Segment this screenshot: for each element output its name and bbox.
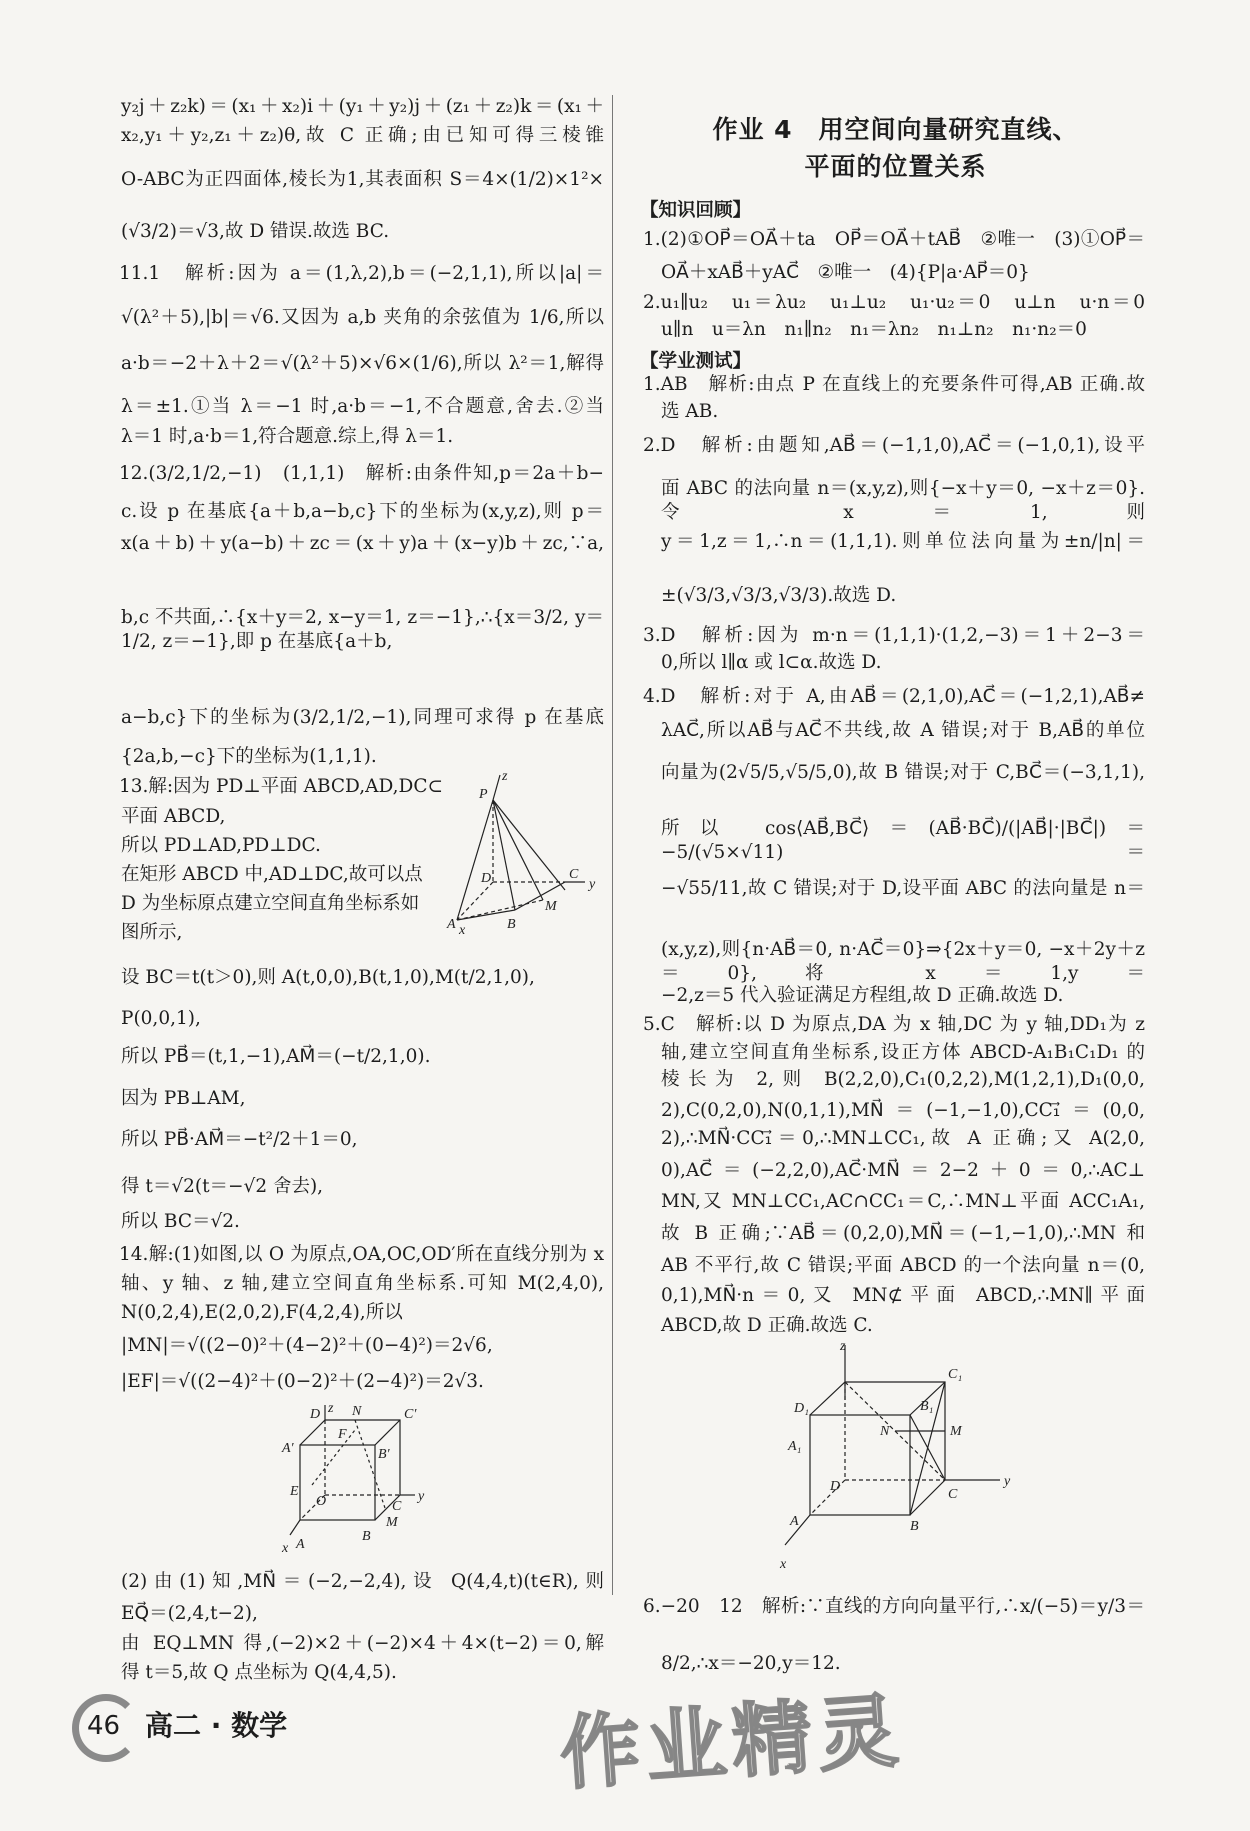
left-text-line: 得 t＝√2(t＝−√2 舍去), [121, 1176, 324, 1197]
left-text-line: x(a＋b)＋y(a−b)＋zc＝(x＋y)a＋(x−y)b＋zc,∵a, [121, 533, 604, 554]
right-text-line: ±(√3/3,√3/3,√3/3).故选 D. [661, 585, 897, 606]
section-heading-test: 【学业测试】 [640, 351, 752, 372]
left-text-line: N(0,2,4),E(2,0,2),F(4,2,4),所以 [121, 1302, 403, 1323]
left-text-line: 12.(3/2,1/2,−1) (1,1,1) 解析:由条件知,p＝2a＋b− [119, 463, 604, 484]
cube-figure-1 [270, 1400, 450, 1560]
left-text-line: c.设 p 在基底{a＋b,a−b,c}下的坐标为(x,y,z),则 p＝ [121, 501, 604, 522]
figure-label: C [569, 867, 579, 882]
right-text-line: −2,z＝5 代入验证满足方程组,故 D 正确.故选 D. [661, 985, 1064, 1006]
figure-label: y [1004, 1474, 1011, 1489]
left-text-line: a·b＝−2＋λ＋2＝√(λ²＋5)×√6×(1/6),所以 λ²＝1,解得 [121, 353, 604, 374]
left-text-line: P(0,0,1), [121, 1008, 201, 1029]
right-text-line: 0,1),MN⃗·n＝0,又 MN⊄平面 ABCD,∴MN∥平面 [661, 1285, 1145, 1306]
right-text-line: 选 AB. [661, 401, 719, 422]
right-text-line: 2.u₁∥u₂ u₁＝λu₂ u₁⊥u₂ u₁·u₂＝0 u⊥n u·n＝0 [643, 292, 1145, 313]
left-text-line: 因为 PB⊥AM, [121, 1088, 246, 1109]
figure-label: P [479, 787, 488, 802]
figure-label: N [352, 1404, 362, 1419]
figure-label: z [502, 769, 508, 784]
right-text-line: y＝1,z＝1,∴n＝(1,1,1).则单位法向量为±n/|n|＝ [661, 531, 1145, 552]
right-text-line: 所以 cos⟨AB⃗,BC⃗⟩＝(AB⃗·BC⃗)/(|AB⃗|·|BC⃗|)＝−5/(√5×√11)＝ [661, 818, 1145, 863]
left-text-line: {2a,b,−c}下的坐标为(1,1,1). [121, 746, 377, 767]
left-text-line: 所以 BC＝√2. [121, 1211, 240, 1232]
left-text-line: 所以 PD⊥AD,PD⊥DC. [121, 835, 321, 856]
right-text-line: 3.D 解析:因为 m·n＝(1,1,1)·(1,2,−3)＝1＋2−3＝ [643, 625, 1145, 646]
right-text-line: AB 不平行,故 C 错误;平面 ABCD 的一个法向量 n＝(0, [661, 1255, 1145, 1276]
right-text-line: 2),∴MN⃗·CC₁⃗＝0,∴MN⊥CC₁,故 A 正确;又 A(2,0, [661, 1128, 1145, 1149]
right-text-line: 面 ABC 的法向量 n＝(x,y,z),则{−x＋y＝0, −x＋z＝0}.令 x＝1,则 [661, 478, 1145, 523]
left-text-line: 11.1 解析:因为 a＝(1,λ,2),b＝(−2,1,1),所以|a|＝ [119, 263, 604, 284]
figure-label: D [481, 871, 492, 886]
figure-label: x [282, 1541, 289, 1556]
left-text-line: b,c 不共面,∴{x＋y＝2, x−y＝1, z＝−1},∴{x＝3/2, y＝1/2, z＝−1},即 p 在基底{a＋b, [121, 607, 604, 652]
figure-label: B [910, 1519, 919, 1534]
right-text-line: −√55/11,故 C 错误;对于 D,设平面 ABC 的法向量是 n＝ [661, 878, 1145, 899]
left-text-line: x₂,y₁＋y₂,z₁＋z₂)θ,故 C 正确;由已知可得三棱锥 [121, 125, 604, 146]
right-text-line: λAC⃗,所以AB⃗与AC⃗不共线,故 A 错误;对于 B,AB⃗的单位 [661, 720, 1145, 741]
left-text-line: EQ⃗＝(2,4,t−2), [121, 1603, 258, 1624]
right-text-line: MN,又 MN⊥CC₁,AC∩CC₁＝C,∴MN⊥平面 ACC₁A₁, [661, 1191, 1145, 1212]
figure-label: E [290, 1484, 299, 1499]
right-text-line: 1.(2)①OP⃗＝OA⃗＋ta OP⃗＝OA⃗＋tAB⃗ ②唯一 (3)①OP⃗＝ [643, 229, 1145, 250]
left-text-line: 14.解:(1)如图,以 O 为原点,OA,OC,OD′所在直线分别为 x [119, 1244, 604, 1265]
cube-figure-2 [760, 1340, 1010, 1585]
right-text-line: 向量为(2√5/5,√5/5,0),故 B 错误;对于 C,BC⃗＝(−3,1,1), [661, 762, 1145, 783]
left-text-line: √(λ²＋5),|b|＝√6.又因为 a,b 夹角的余弦值为 1/6,所以 [121, 307, 604, 328]
right-text-line: 1.AB 解析:由点 P 在直线上的充要条件可得,AB 正确.故 [643, 374, 1145, 395]
page-number-badge [72, 1694, 140, 1762]
figure-label: C₁ [948, 1367, 963, 1382]
figure-label: D [310, 1407, 321, 1422]
left-text-line: 轴、y 轴、z 轴,建立空间直角坐标系.可知 M(2,4,0), [121, 1273, 604, 1294]
right-text-line: 故 B 正确;∵AB⃗＝(0,2,0),MN⃗＝(−1,−1,0),∴MN 和 [661, 1223, 1145, 1244]
left-text-line: (2)由(1)知,MN⃗＝(−2,−2,4),设 Q(4,4,t)(t∈R),则 [121, 1571, 604, 1592]
left-text-line: y₂j＋z₂k)＝(x₁＋x₂)i＋(y₁＋y₂)j＋(z₁＋z₂)k＝(x₁＋ [121, 96, 604, 117]
figure-label: D₁ [794, 1401, 809, 1416]
figure-label: C [948, 1487, 958, 1502]
figure-label: N [880, 1424, 890, 1439]
right-text-line: 6.−20 12 解析:∵直线的方向向量平行,∴x/(−5)＝y/3＝ [643, 1596, 1145, 1617]
figure-label: A [296, 1537, 305, 1552]
left-text-line: 在矩形 ABCD 中,AD⊥DC,故可以点 [121, 864, 423, 885]
left-text-line: |MN|＝√((2−0)²＋(4−2)²＋(0−4)²)＝2√6, [121, 1335, 493, 1356]
figure-label: D [830, 1479, 841, 1494]
left-text-line: O-ABC为正四面体,棱长为1,其表面积 S＝4×(1/2)×1²× [121, 169, 604, 190]
figure-label: x [780, 1557, 787, 1572]
left-text-line: 图所示, [121, 922, 183, 943]
figure-label: y [589, 877, 596, 892]
footer-subject-label: 高二 · 数学 [145, 1709, 288, 1742]
left-text-line: 所以 PB⃗·AM⃗＝−t²/2＋1＝0, [121, 1129, 358, 1150]
left-text-line: λ＝1 时,a·b＝1,符合题意.综上,得 λ＝1. [121, 426, 454, 447]
left-text-line: 平面 ABCD, [121, 806, 226, 827]
left-text-line: 得 t＝5,故 Q 点坐标为 Q(4,4,5). [121, 1662, 397, 1683]
figure-label: F [338, 1427, 347, 1442]
right-text-line: 0,所以 l∥α 或 l⊂α.故选 D. [661, 652, 882, 673]
left-text-line: 13.解:因为 PD⊥平面 ABCD,AD,DC⊂ [119, 776, 444, 797]
left-text-line: 所以 PB⃗＝(t,1,−1),AM⃗＝(−t/2,1,0). [121, 1046, 431, 1067]
right-text-line: 0),AC⃗＝(−2,2,0),AC⃗·MN⃗＝2−2＋0＝0,∴AC⊥ [661, 1160, 1145, 1181]
left-text-line: 设 BC＝t(t＞0),则 A(t,0,0),B(t,1,0),M(t/2,1,0), [121, 967, 535, 988]
figure-label: M [386, 1515, 398, 1530]
figure-label: z [840, 1339, 846, 1354]
figure-label: B′ [378, 1447, 390, 1462]
figure-label: B₁ [920, 1399, 934, 1414]
figure-label: C′ [404, 1407, 417, 1422]
figure-label: A′ [282, 1441, 294, 1456]
assignment-title-line2: 平面的位置关系 [804, 152, 987, 181]
figure-label: M [950, 1424, 962, 1439]
figure-label: B [507, 917, 516, 932]
left-text-line: |EF|＝√((2−4)²＋(0−2)²＋(2−4)²)＝2√3. [121, 1371, 484, 1392]
figure-label: M [545, 899, 557, 914]
figure-label: B [362, 1529, 371, 1544]
right-text-line: u∥n u＝λn n₁∥n₂ n₁＝λn₂ n₁⊥n₂ n₁·n₂＝0 [661, 319, 1087, 340]
left-text-line: λ＝±1.①当 λ＝−1 时,a·b＝−1,不合题意,舍去.②当 [121, 396, 604, 417]
page-number: 46 [87, 1711, 121, 1741]
right-text-line: 轴,建立空间直角坐标系,设正方体 ABCD-A₁B₁C₁D₁ 的 [661, 1042, 1145, 1063]
pyramid-figure [445, 769, 620, 938]
right-text-line: 2.D 解析:由题知,AB⃗＝(−1,1,0),AC⃗＝(−1,0,1),设平 [643, 435, 1145, 456]
right-text-line: (x,y,z),则{n·AB⃗＝0, n·AC⃗＝0}⇒{2x＋y＝0, −x＋2y＋z＝0},将 x＝1,y＝ [661, 939, 1145, 984]
right-text-line: 棱长为 2,则 B(2,2,0),C₁(0,2,2),M(1,2,1),D₁(0,0, [661, 1069, 1145, 1090]
figure-label: y [418, 1489, 425, 1504]
figure-label: x [459, 923, 466, 938]
figure-label: z [328, 1401, 334, 1416]
right-text-line: 8/2,∴x＝−20,y＝12. [661, 1653, 841, 1674]
figure-label: A [447, 917, 456, 932]
figure-label: O [316, 1494, 327, 1509]
left-text-line: D 为坐标原点建立空间直角坐标系如 [121, 893, 420, 914]
left-text-line: (√3/2)＝√3,故 D 错误.故选 BC. [121, 221, 390, 242]
left-text-line: a−b,c}下的坐标为(3/2,1/2,−1),同理可求得 p 在基底 [121, 707, 604, 728]
right-text-line: 5.C 解析:以 D 为原点,DA 为 x 轴,DC 为 y 轴,DD₁为 z [643, 1014, 1145, 1035]
left-text-line: 由 EQ⊥MN 得,(−2)×2＋(−2)×4＋4×(t−2)＝0,解 [121, 1633, 604, 1654]
figure-label: A [790, 1514, 799, 1529]
watermark: 作业精灵 [557, 1684, 907, 1801]
figure-label: C [392, 1499, 402, 1514]
right-text-line: OA⃗＋xAB⃗＋yAC⃗ ②唯一 (4){P|a·AP⃗＝0} [661, 262, 1030, 283]
assignment-title-line1: 作业 4 用空间向量研究直线、 [712, 115, 1079, 144]
right-text-line: 4.D 解析:对于 A,由AB⃗＝(2,1,0),AC⃗＝(−1,2,1),AB⃗≠ [643, 686, 1145, 707]
right-text-line: ABCD,故 D 正确.故选 C. [661, 1315, 873, 1336]
right-text-line: 2),C(0,2,0),N(0,1,1),MN⃗＝(−1,−1,0),CC₁⃗＝(0,0, [661, 1100, 1145, 1121]
section-heading-review: 【知识回顾】 [640, 200, 752, 221]
figure-label: A₁ [788, 1439, 802, 1454]
